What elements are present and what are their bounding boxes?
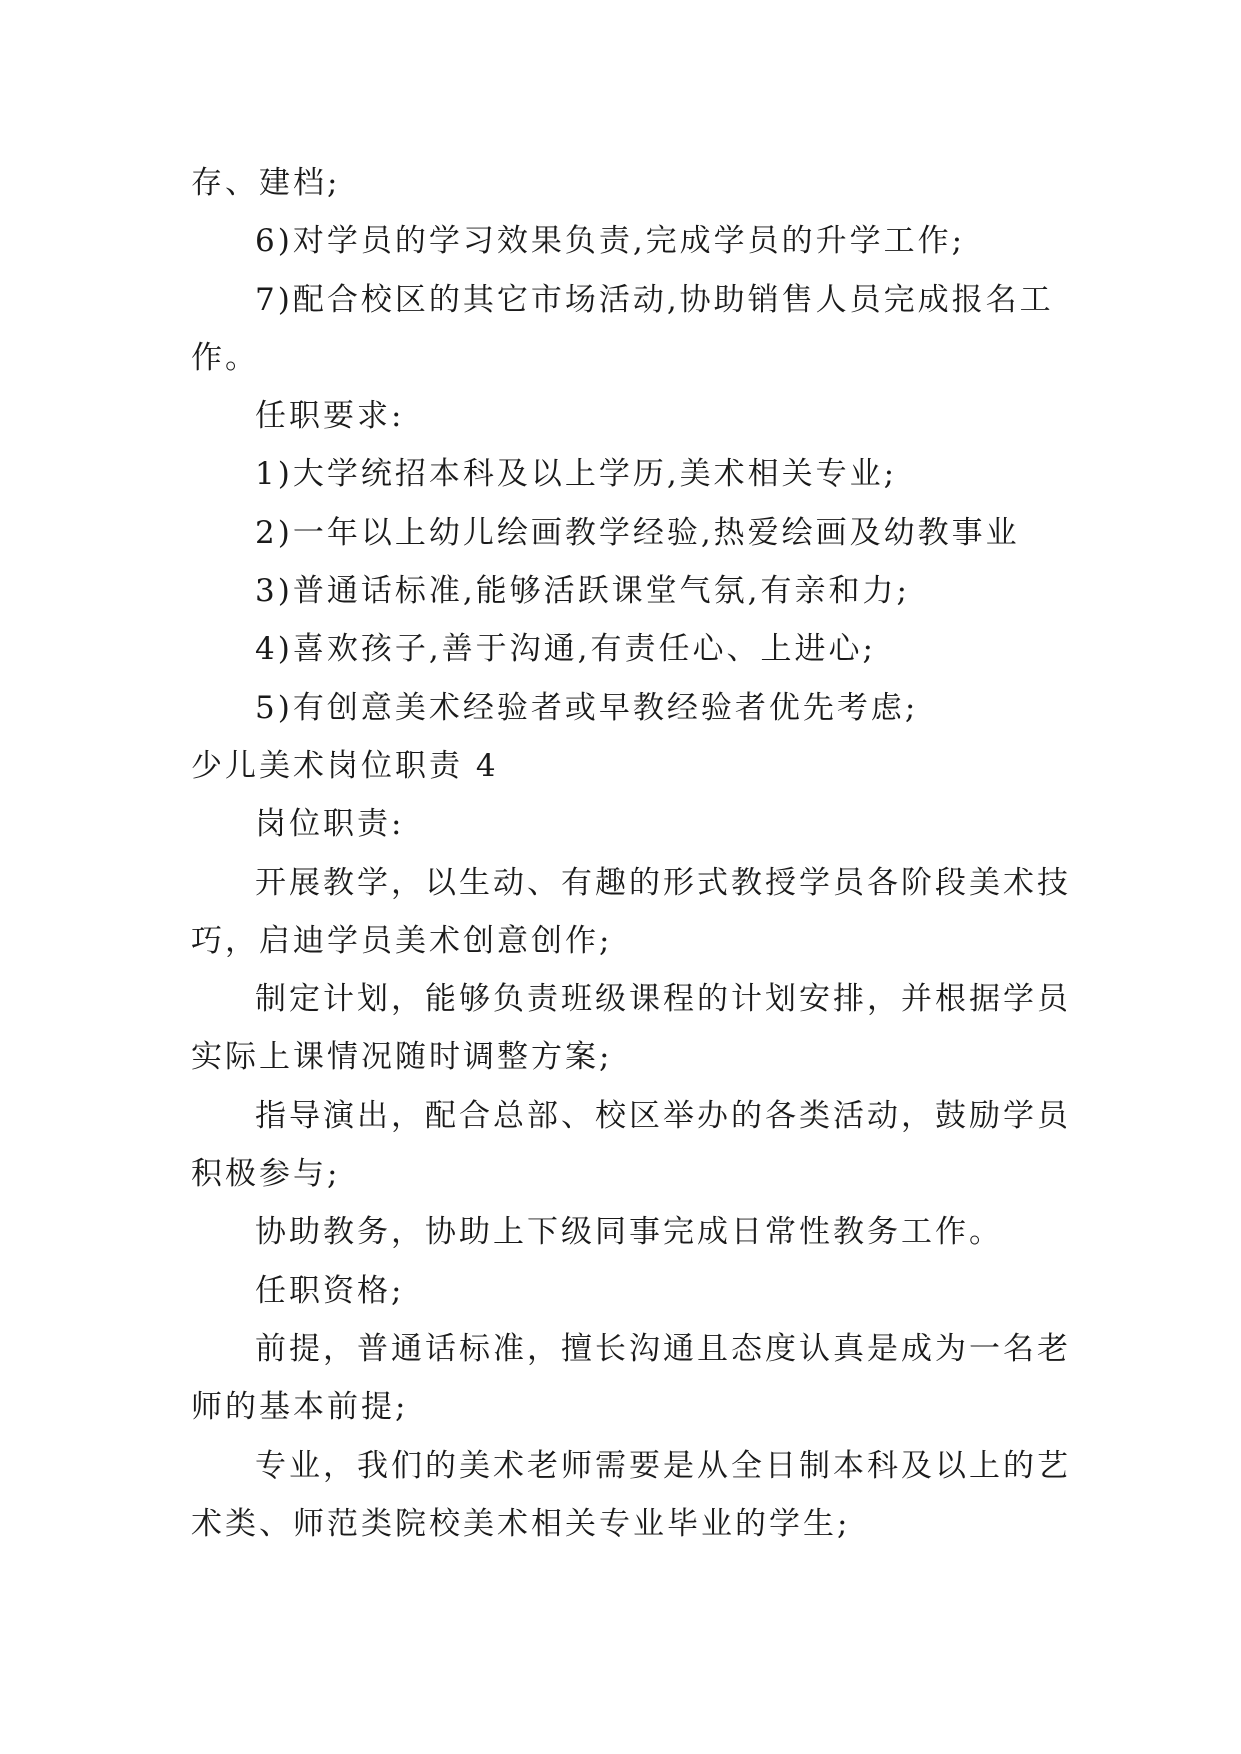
text-line: 开展教学，以生动、有趣的形式教授学员各阶段美术技 (255, 864, 1071, 901)
text-line: 积极参与; (191, 1156, 341, 1193)
text-line: 巧，启迪学员美术创意创作; (191, 922, 613, 959)
text-line: 实际上课情况随时调整方案; (191, 1039, 613, 1076)
list-item: 2)一年以上幼儿绘画教学经验,热爱绘画及幼教事业 (255, 514, 1020, 551)
text-line: 术类、师范类院校美术相关专业毕业的学生; (191, 1505, 851, 1542)
text-line: 指导演出，配合总部、校区举办的各类活动，鼓励学员 (255, 1097, 1071, 1134)
text-line: 7)配合校区的其它市场活动,协助销售人员完成报名工 (255, 281, 1054, 318)
list-item: 5)有创意美术经验者或早教经验者优先考虑; (255, 689, 919, 726)
text-line: 专业，我们的美术老师需要是从全日制本科及以上的艺 (255, 1447, 1071, 1484)
text-line: 前提，普通话标准，擅长沟通且态度认真是成为一名老 (255, 1330, 1071, 1367)
list-item: 4)喜欢孩子,善于沟通,有责任心、上进心; (255, 631, 876, 668)
section-label: 岗位职责: (255, 806, 405, 843)
document-body (191, 162, 1071, 1561)
section-label: 任职要求: (255, 398, 405, 435)
text-line: 作。 (191, 339, 259, 376)
section-label: 任职资格; (255, 1272, 405, 1309)
text-line: 6)对学员的学习效果负责,完成学员的升学工作; (255, 223, 966, 260)
section-heading: 少儿美术岗位职责 4 (191, 747, 499, 784)
list-item: 3)普通话标准,能够活跃课堂气氛,有亲和力; (255, 573, 910, 610)
list-item: 1)大学统招本科及以上学历,美术相关专业; (255, 456, 898, 493)
text-line: 存、建档; (191, 165, 341, 201)
text-line: 制定计划，能够负责班级课程的计划安排，并根据学员 (255, 981, 1071, 1018)
text-line: 协助教务，协助上下级同事完成日常性教务工作。 (255, 1214, 1003, 1251)
text-line: 师的基本前提; (191, 1389, 409, 1426)
